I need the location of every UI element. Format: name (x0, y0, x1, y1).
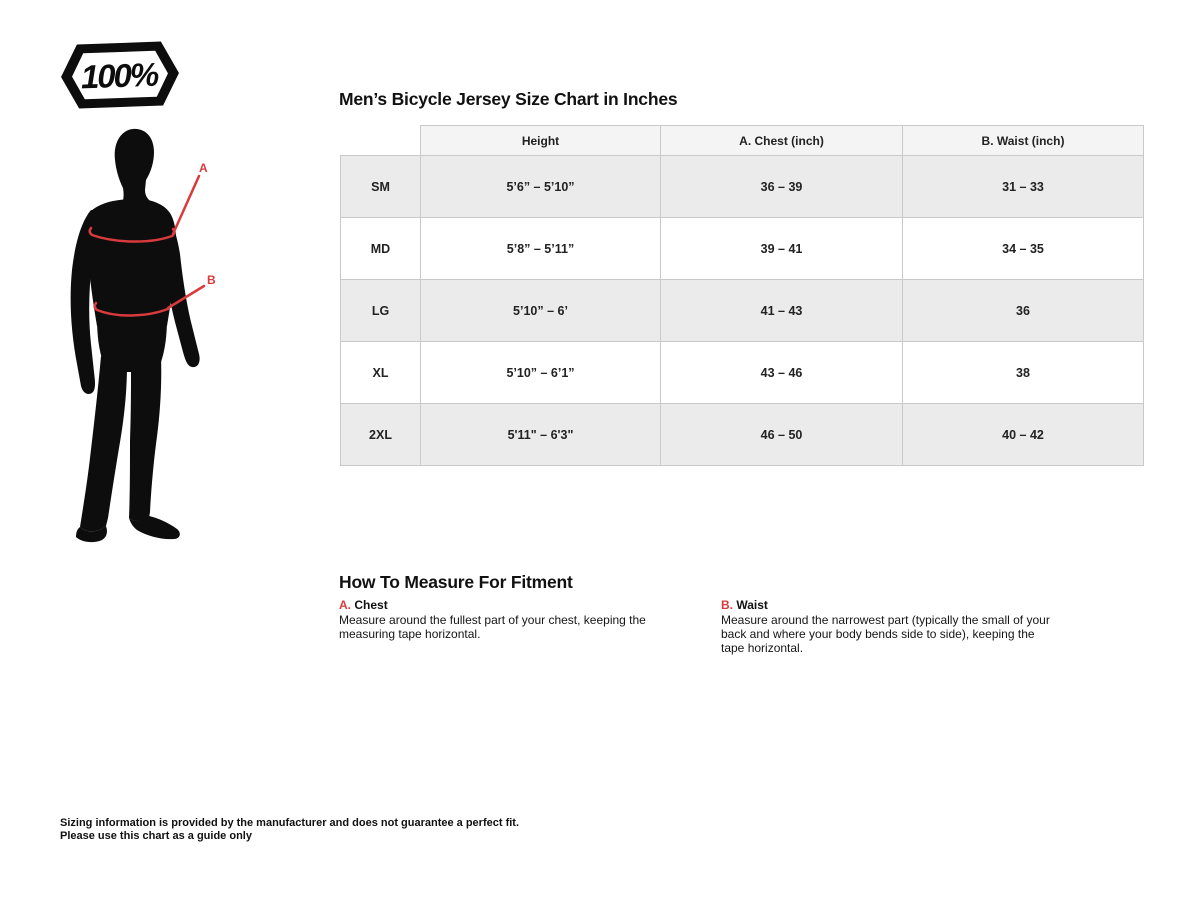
table-row-2xl (341, 404, 1144, 466)
brand-logo (58, 36, 182, 119)
measure-letter: B. (721, 598, 733, 612)
waist-value: 38 (903, 342, 1144, 404)
table-header-row (341, 126, 1144, 156)
measure-item-chest (339, 598, 677, 641)
how-to-measure-title: How To Measure For Fitment (339, 572, 573, 592)
waist-value: 36 (903, 280, 1144, 342)
measure-item-heading (721, 598, 1059, 612)
chest-value: 36 – 39 (661, 156, 903, 218)
page-title: Men’s Bicycle Jersey Size Chart in Inches (339, 89, 678, 109)
size-label: XL (341, 342, 421, 404)
measure-name: Chest (354, 598, 388, 612)
measurement-figure (55, 110, 305, 565)
sizing-disclaimer (60, 817, 519, 842)
size-label: MD (341, 218, 421, 280)
waist-value: 34 – 35 (903, 218, 1144, 280)
logo-text: 100% (80, 55, 158, 96)
table-corner-cell (341, 126, 421, 156)
column-header-waist: B. Waist (inch) (903, 126, 1144, 156)
measure-letter: A. (339, 598, 351, 612)
column-header-chest: A. Chest (inch) (661, 126, 903, 156)
size-chart-table (340, 125, 1144, 466)
height-value: 5'11" – 6'3" (421, 404, 661, 466)
waist-label: B (207, 273, 216, 287)
male-silhouette-icon (71, 129, 200, 542)
height-value: 5’10” – 6’ (421, 280, 661, 342)
chest-leader-line (173, 176, 199, 234)
chest-label: A (199, 161, 208, 175)
measure-description: Measure around the fullest part of your chest, keeping the measuring tape horizontal. (339, 613, 646, 641)
table-row-md (341, 218, 1144, 280)
measure-description: Measure around the narrowest part (typically the small of your back and where your body bends side to side), keeping the tape horizontal. (721, 613, 1050, 655)
table-row-xl (341, 342, 1144, 404)
table-row-sm (341, 156, 1144, 218)
measure-item-heading (339, 598, 677, 612)
disclaimer-line-1: Sizing information is provided by the manufacturer and does not guarantee a perfect fit. (60, 817, 520, 829)
table-row-lg (341, 280, 1144, 342)
waist-value: 40 – 42 (903, 404, 1144, 466)
column-header-height: Height (421, 126, 661, 156)
height-value: 5’8” – 5’11” (421, 218, 661, 280)
disclaimer-line-2: Please use this chart as a guide only (60, 829, 252, 842)
size-label: SM (341, 156, 421, 218)
height-value: 5’10” – 6’1” (421, 342, 661, 404)
size-label: LG (341, 280, 421, 342)
chest-value: 46 – 50 (661, 404, 903, 466)
chest-value: 41 – 43 (661, 280, 903, 342)
hexagon-badge-icon (58, 36, 182, 114)
size-label: 2XL (341, 404, 421, 466)
measure-item-waist (721, 598, 1059, 655)
measure-name: Waist (736, 598, 768, 612)
waist-value: 31 – 33 (903, 156, 1144, 218)
height-value: 5’6” – 5’10” (421, 156, 661, 218)
chest-value: 43 – 46 (661, 342, 903, 404)
chest-value: 39 – 41 (661, 218, 903, 280)
